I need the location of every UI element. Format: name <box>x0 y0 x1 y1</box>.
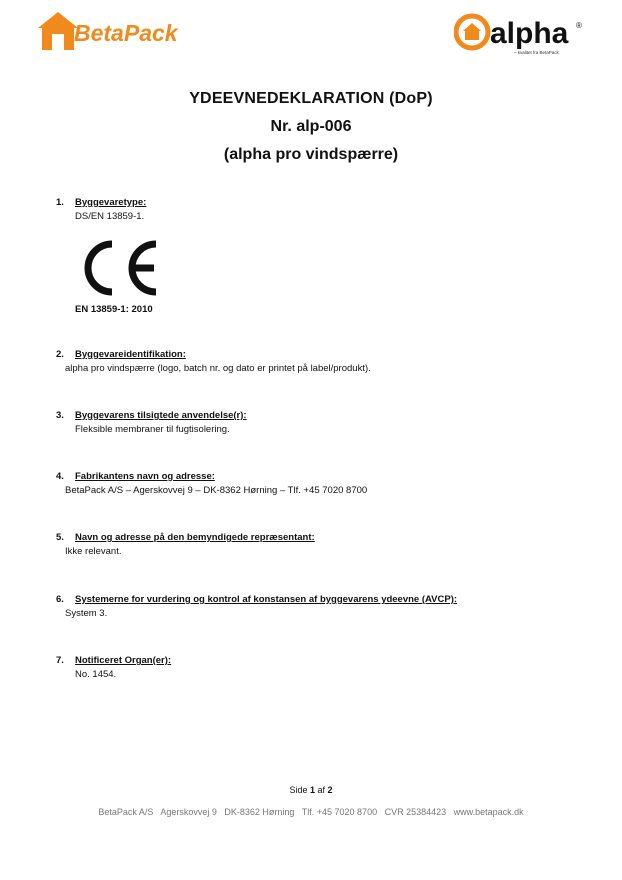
house-icon <box>38 12 78 50</box>
section-label: Navn og adresse på den bemyndigede repræsentant: <box>75 532 315 543</box>
title-line-2: Nr. alp-006 <box>270 118 352 135</box>
section-label: Byggevaretype: <box>75 197 147 208</box>
section-5 <box>56 532 576 557</box>
section-label: Notificeret Organ(er): <box>75 655 172 666</box>
house-icon <box>456 16 488 48</box>
section-value: Fleksible membraner til fugtisolering. <box>75 424 230 435</box>
section-number: 1. <box>56 197 64 208</box>
section-label: Fabrikantens navn og adresse: <box>75 471 215 482</box>
section-value: alpha pro vindspærre (logo, batch nr. og dato er printet på label/produkt). <box>65 363 371 374</box>
svg-text:– kvalitet fra BetaPack: – kvalitet fra BetaPack <box>514 50 559 55</box>
section-label: Byggevarens tilsigtede anvendelse(r): <box>75 410 247 421</box>
section-6 <box>56 594 576 619</box>
section-3 <box>56 410 576 435</box>
page-number: Side 1 af 2 <box>289 785 333 795</box>
svg-text:®: ® <box>576 21 582 30</box>
title-line-3: (alpha pro vindspærre) <box>223 146 399 163</box>
ce-standard: EN 13859-1: 2010 <box>75 304 153 315</box>
section-number: 2. <box>56 349 64 360</box>
section-number: 3. <box>56 410 64 421</box>
section-number: 7. <box>56 655 64 666</box>
title-line-1: YDEEVNEDEKLARATION (DoP) <box>189 90 433 107</box>
section-label: Byggevareidentifikation: <box>75 349 186 360</box>
ce-mark-icon <box>76 238 160 298</box>
section-1 <box>56 197 576 222</box>
section-4 <box>56 471 576 496</box>
section-value: DS/EN 13859-1. <box>75 211 145 222</box>
section-label: Systemerne for vurdering og kontrol af konstansen af byggevarens ydeevne (AVCP): <box>75 594 458 605</box>
betapack-logo <box>36 10 226 54</box>
section-number: 6. <box>56 594 64 605</box>
section-number: 4. <box>56 471 64 482</box>
svg-text:alpha: alpha <box>490 17 569 50</box>
document-title <box>0 88 622 166</box>
section-value: No. 1454. <box>75 669 117 680</box>
section-2 <box>56 349 576 374</box>
section-value: Ikke relevant. <box>65 546 122 557</box>
section-value: System 3. <box>65 608 108 619</box>
svg-text:BetaPack: BetaPack <box>74 20 178 46</box>
section-7 <box>56 655 576 680</box>
alpha-logo <box>454 10 586 58</box>
section-value: BetaPack A/S – Agerskovvej 9 – DK-8362 Hørning – Tlf. +45 7020 8700 <box>65 485 368 496</box>
section-number: 5. <box>56 532 64 543</box>
footer: BetaPack A/S Agerskovvej 9 DK-8362 Hørning Tlf. +45 7020 8700 CVR 25384423 www.betapack.dk <box>98 807 524 817</box>
